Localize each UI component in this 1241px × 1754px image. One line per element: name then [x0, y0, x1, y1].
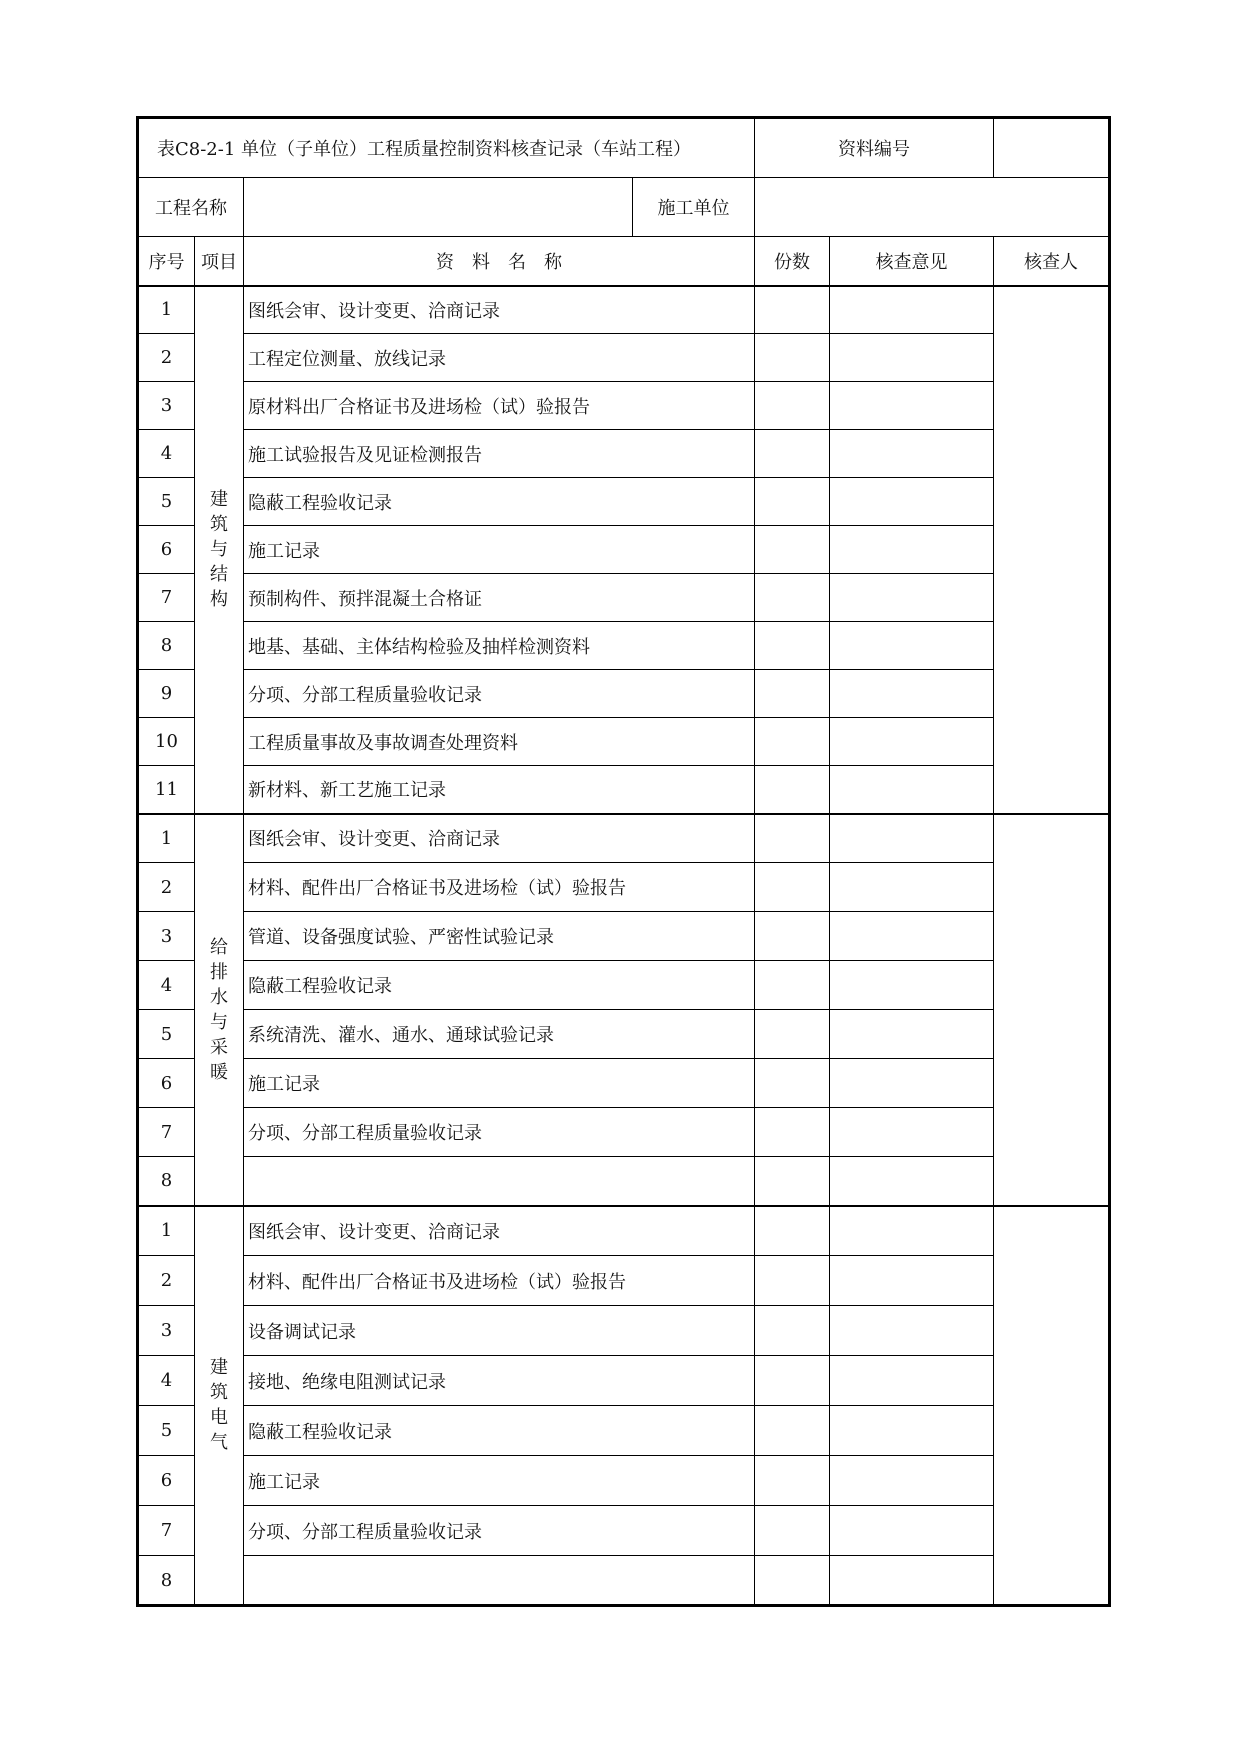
section-item-text: 建 筑 与 结 构 [210, 489, 228, 610]
col-header-checker: 核查人 [994, 237, 1110, 286]
row-seq-number: 2 [138, 863, 195, 912]
table-row [138, 286, 1110, 334]
table-row [138, 912, 1110, 961]
doc-name-cell: 图纸会审、设计变更、洽商记录 [244, 814, 755, 863]
opinion-cell[interactable] [830, 622, 994, 670]
quality-control-checklist-table [136, 116, 1111, 1607]
table-row [138, 622, 1110, 670]
doc-name-cell: 原材料出厂合格证书及进场检（试）验报告 [244, 382, 755, 430]
opinion-cell[interactable] [830, 1506, 994, 1556]
opinion-cell[interactable] [830, 1059, 994, 1108]
copies-cell[interactable] [755, 1059, 830, 1108]
doc-name-cell: 分项、分部工程质量验收记录 [244, 1506, 755, 1556]
copies-cell[interactable] [755, 1556, 830, 1606]
copies-cell[interactable] [755, 382, 830, 430]
table-row [138, 430, 1110, 478]
doc-name-cell: 隐蔽工程验收记录 [244, 961, 755, 1010]
doc-name-cell: 新材料、新工艺施工记录 [244, 766, 755, 814]
doc-name-cell: 图纸会审、设计变更、洽商记录 [244, 286, 755, 334]
doc-name-cell: 预制构件、预拌混凝土合格证 [244, 574, 755, 622]
row-seq-number: 6 [138, 1456, 195, 1506]
copies-cell[interactable] [755, 1010, 830, 1059]
project-name-field[interactable] [244, 178, 633, 237]
col-header-seq: 序号 [138, 237, 195, 286]
doc-no-field[interactable] [994, 118, 1110, 178]
copies-cell[interactable] [755, 622, 830, 670]
opinion-cell[interactable] [830, 574, 994, 622]
table-row [138, 863, 1110, 912]
row-seq-number: 2 [138, 334, 195, 382]
copies-cell[interactable] [755, 334, 830, 382]
doc-name-cell: 分项、分部工程质量验收记录 [244, 1108, 755, 1157]
copies-cell[interactable] [755, 526, 830, 574]
form-title: 表C8-2-1 单位（子单位）工程质量控制资料核查记录（车站工程） [138, 118, 755, 178]
row-seq-number: 1 [138, 286, 195, 334]
section-item-label [195, 814, 244, 1206]
opinion-cell[interactable] [830, 526, 994, 574]
table-row [138, 1406, 1110, 1456]
opinion-cell[interactable] [830, 334, 994, 382]
copies-cell[interactable] [755, 863, 830, 912]
row-seq-number: 4 [138, 1356, 195, 1406]
table-row [138, 1256, 1110, 1306]
opinion-cell[interactable] [830, 1306, 994, 1356]
section-item-text: 给 排 水 与 采 暖 [210, 936, 228, 1083]
row-seq-number: 6 [138, 526, 195, 574]
copies-cell[interactable] [755, 1306, 830, 1356]
doc-name-cell: 施工记录 [244, 1059, 755, 1108]
table-row [138, 961, 1110, 1010]
row-seq-number: 8 [138, 1556, 195, 1606]
copies-cell[interactable] [755, 1356, 830, 1406]
section-item-text: 建 筑 电 气 [210, 1357, 228, 1454]
doc-name-cell: 管道、设备强度试验、严密性试验记录 [244, 912, 755, 961]
copies-cell[interactable] [755, 1506, 830, 1556]
row-seq-number: 1 [138, 814, 195, 863]
opinion-cell[interactable] [830, 670, 994, 718]
doc-name-cell: 设备调试记录 [244, 1306, 755, 1356]
doc-name-cell: 系统清洗、灌水、通水、通球试验记录 [244, 1010, 755, 1059]
contractor-label: 施工单位 [633, 178, 755, 237]
row-seq-number: 1 [138, 1206, 195, 1256]
opinion-cell[interactable] [830, 286, 994, 334]
table-row [138, 574, 1110, 622]
row-seq-number: 4 [138, 430, 195, 478]
table-row [138, 1010, 1110, 1059]
table-row [138, 814, 1110, 863]
checker-cell[interactable] [994, 1206, 1110, 1606]
col-header-item: 项目 [195, 237, 244, 286]
doc-name-cell: 分项、分部工程质量验收记录 [244, 670, 755, 718]
copies-cell[interactable] [755, 1406, 830, 1456]
table-row [138, 1506, 1110, 1556]
row-seq-number: 8 [138, 622, 195, 670]
opinion-cell[interactable] [830, 961, 994, 1010]
opinion-cell[interactable] [830, 1406, 994, 1456]
copies-cell[interactable] [755, 478, 830, 526]
opinion-cell[interactable] [830, 1356, 994, 1406]
table-row [138, 1306, 1110, 1356]
doc-name-cell: 接地、绝缘电阻测试记录 [244, 1356, 755, 1406]
opinion-cell[interactable] [830, 814, 994, 863]
copies-cell[interactable] [755, 286, 830, 334]
doc-name-cell: 材料、配件出厂合格证书及进场检（试）验报告 [244, 1256, 755, 1306]
copies-cell[interactable] [755, 766, 830, 814]
copies-cell[interactable] [755, 574, 830, 622]
opinion-cell[interactable] [830, 1206, 994, 1256]
doc-name-cell: 材料、配件出厂合格证书及进场检（试）验报告 [244, 863, 755, 912]
row-seq-number: 3 [138, 912, 195, 961]
opinion-cell[interactable] [830, 1010, 994, 1059]
opinion-cell[interactable] [830, 430, 994, 478]
checker-cell[interactable] [994, 814, 1110, 1206]
copies-cell[interactable] [755, 1206, 830, 1256]
table-row [138, 1108, 1110, 1157]
table-row [138, 1556, 1110, 1606]
doc-name-cell: 工程质量事故及事故调查处理资料 [244, 718, 755, 766]
doc-no-label: 资料编号 [755, 118, 994, 178]
doc-name-cell: 工程定位测量、放线记录 [244, 334, 755, 382]
doc-name-cell: 施工记录 [244, 1456, 755, 1506]
doc-name-cell: 施工试验报告及见证检测报告 [244, 430, 755, 478]
doc-name-cell: 隐蔽工程验收记录 [244, 1406, 755, 1456]
row-seq-number: 9 [138, 670, 195, 718]
copies-cell[interactable] [755, 670, 830, 718]
opinion-cell[interactable] [830, 1556, 994, 1606]
table-row [138, 766, 1110, 814]
section-item-label [195, 1206, 244, 1606]
copies-cell[interactable] [755, 912, 830, 961]
copies-cell[interactable] [755, 1456, 830, 1506]
table-row [138, 1059, 1110, 1108]
col-header-copies: 份数 [755, 237, 830, 286]
doc-name-cell: 图纸会审、设计变更、洽商记录 [244, 1206, 755, 1256]
row-seq-number: 5 [138, 1010, 195, 1059]
opinion-cell[interactable] [830, 863, 994, 912]
table-row [138, 1157, 1110, 1206]
copies-cell[interactable] [755, 718, 830, 766]
table-row [138, 718, 1110, 766]
table-row [138, 1456, 1110, 1506]
row-seq-number: 4 [138, 961, 195, 1010]
row-seq-number: 6 [138, 1059, 195, 1108]
table-row [138, 1206, 1110, 1256]
row-seq-number: 7 [138, 574, 195, 622]
opinion-cell[interactable] [830, 1108, 994, 1157]
table-row [138, 334, 1110, 382]
copies-cell[interactable] [755, 814, 830, 863]
row-seq-number: 8 [138, 1157, 195, 1206]
row-seq-number: 3 [138, 382, 195, 430]
contractor-field[interactable] [755, 178, 1110, 237]
copies-cell[interactable] [755, 1157, 830, 1206]
row-seq-number: 7 [138, 1506, 195, 1556]
copies-cell[interactable] [755, 1256, 830, 1306]
opinion-cell[interactable] [830, 1256, 994, 1306]
doc-name-cell [244, 1556, 755, 1606]
opinion-cell[interactable] [830, 912, 994, 961]
opinion-cell[interactable] [830, 382, 994, 430]
row-seq-number: 7 [138, 1108, 195, 1157]
row-seq-number: 11 [138, 766, 195, 814]
section-item-label [195, 286, 244, 814]
project-name-label: 工程名称 [138, 178, 244, 237]
col-header-doc-name: 资 料 名 称 [244, 237, 755, 286]
row-seq-number: 3 [138, 1306, 195, 1356]
opinion-cell[interactable] [830, 478, 994, 526]
doc-name-cell: 地基、基础、主体结构检验及抽样检测资料 [244, 622, 755, 670]
row-seq-number: 5 [138, 478, 195, 526]
doc-name-cell [244, 1157, 755, 1206]
table-row [138, 1356, 1110, 1406]
table-row [138, 526, 1110, 574]
opinion-cell[interactable] [830, 718, 994, 766]
copies-cell[interactable] [755, 961, 830, 1010]
opinion-cell[interactable] [830, 766, 994, 814]
copies-cell[interactable] [755, 1108, 830, 1157]
checker-cell[interactable] [994, 286, 1110, 814]
opinion-cell[interactable] [830, 1456, 994, 1506]
opinion-cell[interactable] [830, 1157, 994, 1206]
table-row [138, 382, 1110, 430]
doc-name-cell: 施工记录 [244, 526, 755, 574]
table-row [138, 670, 1110, 718]
copies-cell[interactable] [755, 430, 830, 478]
row-seq-number: 5 [138, 1406, 195, 1456]
row-seq-number: 2 [138, 1256, 195, 1306]
col-header-opinion: 核查意见 [830, 237, 994, 286]
row-seq-number: 10 [138, 718, 195, 766]
table-row [138, 478, 1110, 526]
doc-name-cell: 隐蔽工程验收记录 [244, 478, 755, 526]
